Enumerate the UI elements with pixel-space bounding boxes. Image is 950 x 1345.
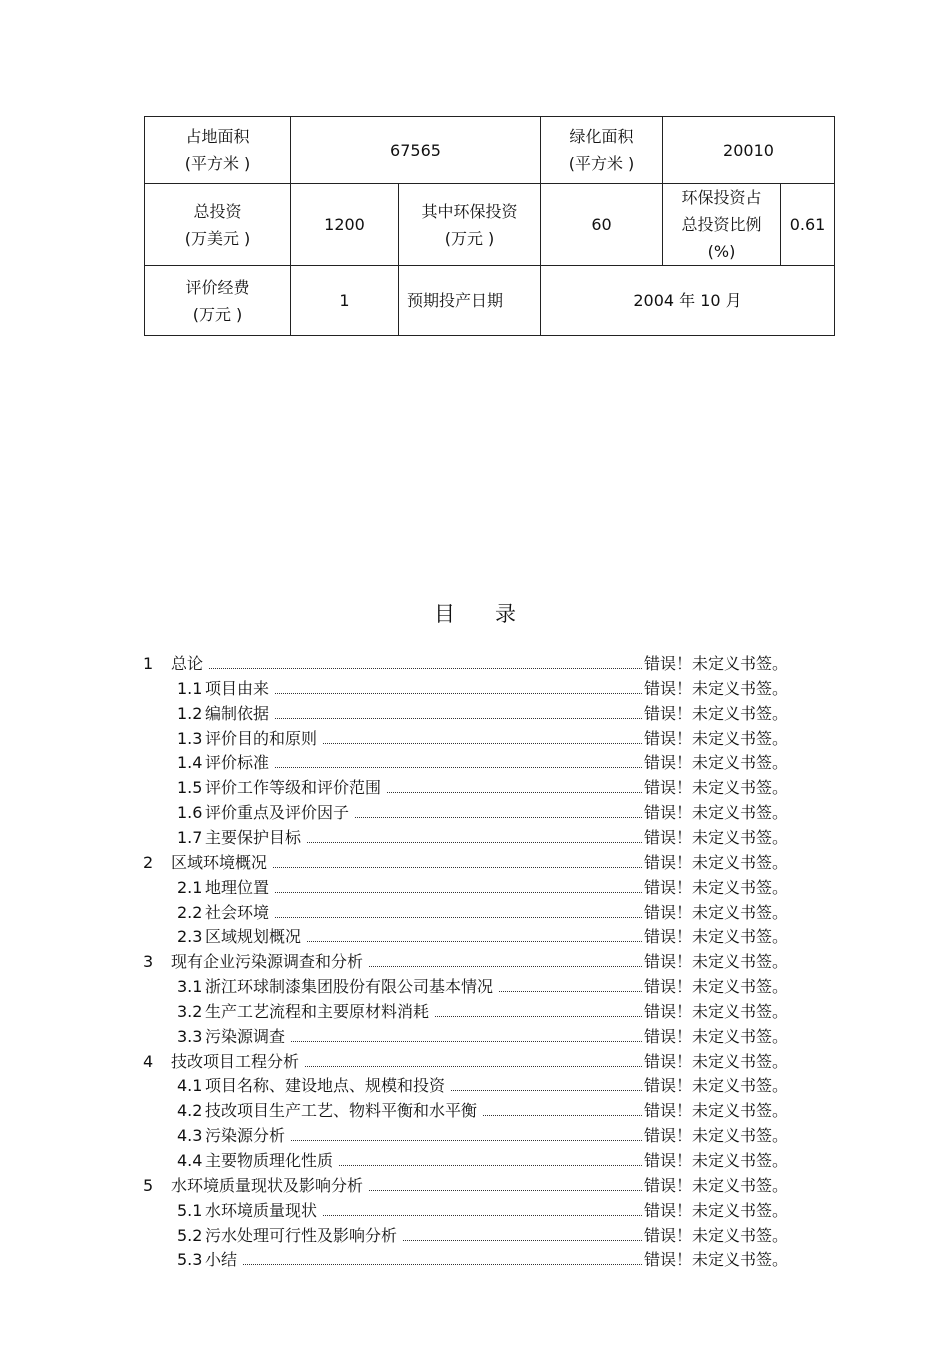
- toc-entry-page: 错误！未定义书签。: [643, 1151, 788, 1170]
- toc-leader-dots: [451, 1090, 642, 1091]
- toc-entry[interactable]: [177, 725, 788, 749]
- toc-entry-number: 4.1: [177, 1076, 203, 1096]
- total-invest-label: 总投资 (万美元 ): [145, 184, 291, 266]
- toc-entry-label: 污染源分析: [205, 1126, 286, 1146]
- table-row: [145, 184, 835, 266]
- toc-entry[interactable]: [177, 1197, 788, 1221]
- toc-entry-page: 错误！未定义书签。: [643, 1026, 788, 1046]
- toc-entry-label: 现有企业污染源调查和分析: [171, 952, 364, 972]
- toc-entry-page: 错误！未定义书签。: [643, 728, 788, 748]
- toc-entry-page: 错误！未定义书签。: [643, 1051, 788, 1071]
- toc-leader-dots: [273, 867, 642, 868]
- toc-entry-page: 错误！未定义书签。: [643, 1101, 788, 1121]
- toc-entry-number: 2.1: [177, 877, 203, 897]
- toc-leader-dots: [307, 842, 642, 843]
- toc-entry-number: 1.3: [177, 728, 203, 748]
- toc-title: 目 录: [434, 602, 516, 626]
- toc-entry-page: 错误！未定义书签。: [643, 1200, 788, 1220]
- toc-leader-dots: [323, 1215, 642, 1216]
- toc-entry-label: 地理位置: [205, 877, 270, 897]
- toc-leader-dots: [275, 892, 642, 893]
- env-invest-label: 其中环保投资 (万元 ): [399, 184, 541, 266]
- toc-entry-label: 水环境质量现状及影响分析: [171, 1175, 364, 1195]
- toc-entry-label: 生产工艺流程和主要原材料消耗: [205, 1001, 430, 1021]
- toc-entry[interactable]: [143, 650, 788, 674]
- toc-entry-number: 1.5: [177, 778, 203, 798]
- toc-leader-dots: [243, 1264, 642, 1265]
- toc-entry-label: 技改项目生产工艺、物料平衡和水平衡: [205, 1101, 478, 1121]
- ratio-label: 环保投资占 总投资比例 (%): [663, 184, 781, 266]
- toc-entry[interactable]: [143, 948, 788, 972]
- toc-entry-number: 2: [143, 852, 154, 872]
- toc-entry-page: 错误！未定义书签。: [643, 852, 788, 872]
- toc-entry-page: 错误！未定义书签。: [643, 952, 788, 972]
- toc-entry-number: 4.4: [177, 1151, 203, 1170]
- toc-leader-dots: [323, 743, 642, 744]
- toc-entry[interactable]: [177, 749, 788, 773]
- toc-entry[interactable]: [177, 973, 788, 997]
- toc-entry-number: 2.3: [177, 927, 203, 947]
- table-row: [145, 266, 835, 336]
- toc-entry-label: 技改项目工程分析: [171, 1051, 300, 1071]
- toc-entry-label: 评价标准: [205, 753, 270, 773]
- toc-leader-dots: [275, 693, 642, 694]
- toc-entry-page: 错误！未定义书签。: [643, 678, 788, 698]
- toc-leader-dots: [499, 991, 642, 992]
- toc-entry-label: 主要保护目标: [205, 827, 302, 847]
- toc-leader-dots: [369, 966, 642, 967]
- toc-entry[interactable]: [177, 1072, 788, 1096]
- toc-entry-number: 3: [143, 952, 154, 972]
- toc-entry-page: 错误！未定义书签。: [643, 703, 788, 723]
- toc-entry-label: 区域环境概况: [171, 852, 268, 872]
- toc-entry-page: 错误！未定义书签。: [643, 1076, 788, 1096]
- date-value: 2004 年 10 月: [541, 266, 835, 336]
- ratio-value: 0.61: [781, 184, 835, 266]
- toc-entry-number: 2.2: [177, 902, 203, 922]
- toc-leader-dots: [483, 1115, 642, 1116]
- toc-entry-label: 项目由来: [205, 678, 270, 698]
- toc-entry[interactable]: [177, 700, 788, 724]
- toc-entry-number: 1.1: [177, 678, 203, 698]
- toc-leader-dots: [403, 1240, 642, 1241]
- toc-entry-page: 错误！未定义书签。: [643, 654, 788, 673]
- toc-leader-dots: [291, 1140, 642, 1141]
- toc-entry-label: 编制依据: [205, 703, 270, 723]
- toc-entry[interactable]: [177, 998, 788, 1022]
- toc-entry-label: 项目名称、建设地点、规模和投资: [205, 1076, 446, 1096]
- toc-entry-page: 错误！未定义书签。: [643, 1001, 788, 1021]
- toc-entry[interactable]: [177, 1023, 788, 1047]
- toc-entry[interactable]: [177, 1122, 788, 1146]
- toc-entry-label: 评价目的和原则: [205, 728, 318, 748]
- total-invest-value: 1200: [291, 184, 399, 266]
- toc-entry-number: 3.2: [177, 1001, 203, 1021]
- toc-entry-label: 区域规划概况: [205, 927, 302, 947]
- toc-leader-dots: [387, 792, 642, 793]
- green-area-label: 绿化面积 (平方米 ): [541, 117, 663, 184]
- toc-entry-label: 浙江环球制漆集团股份有限公司基本情况: [205, 977, 494, 997]
- toc-entry[interactable]: [177, 774, 788, 798]
- toc-entry[interactable]: [143, 1048, 788, 1072]
- toc-entry[interactable]: [177, 1222, 788, 1246]
- toc-entry[interactable]: [177, 1147, 788, 1171]
- toc-entry-page: 错误！未定义书签。: [643, 1126, 788, 1146]
- toc-leader-dots: [275, 917, 642, 918]
- toc-entry-number: 1.7: [177, 827, 203, 847]
- toc-entry-label: 污染源调查: [205, 1026, 286, 1046]
- toc-entry[interactable]: [143, 849, 788, 873]
- toc-entry-number: 3.3: [177, 1026, 203, 1046]
- toc-entry-number: 1.4: [177, 753, 203, 773]
- toc-entry-page: 错误！未定义书签。: [643, 753, 788, 773]
- toc-entry-number: 5.3: [177, 1250, 203, 1270]
- toc-entry[interactable]: [177, 923, 788, 947]
- toc-entry-label: 评价重点及评价因子: [205, 803, 350, 823]
- toc-entry-number: 5: [143, 1175, 154, 1195]
- toc-leader-dots: [275, 718, 642, 719]
- toc-leader-dots: [291, 1041, 642, 1042]
- toc-entry-number: 1: [143, 654, 154, 673]
- toc-entry-label: 主要物质理化性质: [205, 1151, 334, 1170]
- toc-entry[interactable]: [177, 874, 788, 898]
- toc-entry-label: 小结: [205, 1250, 238, 1270]
- toc-entry[interactable]: [177, 1246, 788, 1270]
- toc-entry-label: 评价工作等级和评价范围: [205, 778, 382, 798]
- toc-entry-number: 1.6: [177, 803, 203, 823]
- toc-entry[interactable]: [177, 799, 788, 823]
- toc-leader-dots: [355, 817, 642, 818]
- toc-entry-page: 错误！未定义书签。: [643, 803, 788, 823]
- toc-entry-page: 错误！未定义书签。: [643, 1225, 788, 1245]
- toc-entry-page: 错误！未定义书签。: [643, 977, 788, 997]
- toc-entry-page: 错误！未定义书签。: [643, 827, 788, 847]
- toc-entry-number: 4.3: [177, 1126, 203, 1146]
- toc-leader-dots: [339, 1165, 642, 1166]
- land-area-value: 67565: [291, 117, 541, 184]
- toc-leader-dots: [307, 941, 642, 942]
- toc-entry-number: 4.2: [177, 1101, 203, 1121]
- toc-entry-page: 错误！未定义书签。: [643, 778, 788, 798]
- toc-entry[interactable]: [177, 899, 788, 923]
- land-area-label: 占地面积 (平方米 ): [145, 117, 291, 184]
- toc-entry-number: 3.1: [177, 977, 203, 997]
- toc-entry[interactable]: [177, 1097, 788, 1121]
- toc-entry-label: 社会环境: [205, 902, 270, 922]
- toc-leader-dots: [209, 668, 642, 669]
- eval-fee-value: 1: [291, 266, 399, 336]
- toc-entry-page: 错误！未定义书签。: [643, 927, 788, 947]
- toc-entry[interactable]: [143, 1172, 788, 1196]
- toc-entry-page: 错误！未定义书签。: [643, 902, 788, 922]
- env-invest-value: 60: [541, 184, 663, 266]
- toc-entry-page: 错误！未定义书签。: [643, 877, 788, 897]
- toc-leader-dots: [275, 767, 642, 768]
- green-area-value: 20010: [663, 117, 835, 184]
- toc-entry-label: 总论: [171, 654, 204, 673]
- table-row: [145, 117, 835, 184]
- toc-entry-page: 错误！未定义书签。: [643, 1250, 788, 1270]
- toc-leader-dots: [305, 1066, 642, 1067]
- toc-entry-number: 4: [143, 1051, 154, 1071]
- eval-fee-label: 评价经费 (万元 ): [145, 266, 291, 336]
- toc-leader-dots: [369, 1190, 642, 1191]
- toc-leader-dots: [435, 1016, 642, 1017]
- toc-entry-label: 水环境质量现状: [205, 1200, 318, 1220]
- toc-entry-label: 污水处理可行性及影响分析: [205, 1225, 398, 1245]
- toc-entry-number: 5.2: [177, 1225, 203, 1245]
- toc-entry[interactable]: [177, 824, 788, 848]
- date-label: 预期投产日期: [399, 266, 541, 336]
- project-info-table: [144, 116, 835, 336]
- toc-entry[interactable]: [177, 675, 788, 699]
- toc-entry-number: 1.2: [177, 703, 203, 723]
- toc-entry-number: 5.1: [177, 1200, 203, 1220]
- toc-entry-page: 错误！未定义书签。: [643, 1175, 788, 1195]
